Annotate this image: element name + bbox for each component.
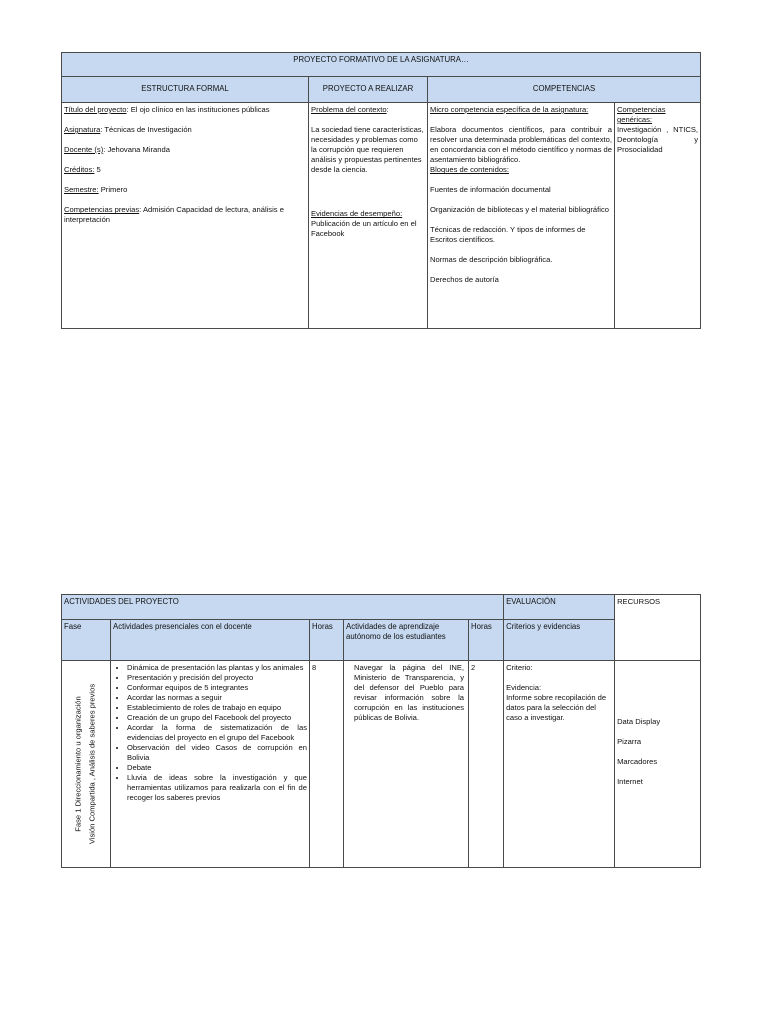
evidencias-label: Evidencias de desempeño: xyxy=(311,209,403,219)
fase-line-1: Fase 1 Direccionamiento u organización xyxy=(73,695,83,832)
asignatura-label: Asignatura xyxy=(64,125,101,135)
problema-colon: : xyxy=(386,105,389,114)
project-table xyxy=(61,52,701,329)
docente-label: Docente (s) xyxy=(64,145,104,155)
bloque-item: Derechos de autoría xyxy=(430,275,499,285)
list-item: • Debate xyxy=(127,763,307,773)
evidencia-text: Informe sobre recopilación de datos para la selección del caso a investigar. xyxy=(506,693,607,723)
list-item: • Presentación y precisión del proyecto xyxy=(127,673,307,683)
recursos-header: RECURSOS xyxy=(615,595,701,661)
fase-cell xyxy=(62,661,111,868)
titulo-value: : El ojo clínico en las instituciones públicas xyxy=(126,105,270,114)
estructura-header: ESTRUCTURA FORMAL xyxy=(62,77,309,103)
bloque-item: Técnicas de redacción. Y tipos de informes de Escritos científicos. xyxy=(430,225,586,245)
micro-text: Elabora documentos científicos, para contribuir a resolver una determinada problemáticas del contexto, en concordancia con el método científico y normas de asentamiento bibliográfico. xyxy=(430,125,612,165)
titulo-label: Título del proyecto xyxy=(64,105,127,114)
horas-autonomo-cell: 2 xyxy=(469,661,504,868)
competencias-previas-value: : Admisión Capacidad de lectura, análisis e interpretación xyxy=(64,205,284,225)
recurso-item: Pizarra xyxy=(617,737,642,747)
problema-label: Problema del contexto xyxy=(311,105,387,114)
col-presenciales: Actividades presenciales con el docente xyxy=(111,620,310,661)
recursos-cell xyxy=(615,661,701,868)
evaluacion-header: EVALUACIÓN xyxy=(504,595,615,620)
bloque-item: Organización de bibliotecas y el material bibliográfico xyxy=(430,205,609,215)
micro-label: Micro competencia específica de la asignatura: xyxy=(430,105,589,114)
genericas-cell xyxy=(615,103,701,329)
proyecto-cell xyxy=(309,103,428,329)
asignatura-value: : Técnicas de Investigación xyxy=(100,125,192,135)
horas-cell: 8 xyxy=(310,661,344,868)
evidencia-label: Evidencia: xyxy=(506,683,542,693)
autonomo-cell: Navegar la página del INE, Ministerio de Transparencia, y del defensor del Pueblo para revisar información sobre la corrupción en las instituciones públicas de Bolivia. xyxy=(344,661,469,868)
creditos-label: Créditos: xyxy=(64,165,95,175)
bloques-label: Bloques de contenidos: xyxy=(430,165,509,175)
recurso-item: Internet xyxy=(617,777,643,787)
recurso-item: Marcadores xyxy=(617,757,658,767)
project-title: PROYECTO FORMATIVO DE LA ASIGNATURA… xyxy=(62,53,701,77)
presenciales-list xyxy=(113,663,307,803)
fase-line-2: Visión Compartida , Análisis de saberes previos xyxy=(88,683,97,844)
problema-text: La sociedad tiene características, necesidades y problemas como la corrupción que requieren análisis y propuestas pertinentes desde la ciencia. xyxy=(311,125,424,175)
col-criterios: Criterios y evidencias xyxy=(504,620,615,661)
competencias-previas-label: Competencias previas xyxy=(64,205,140,215)
list-item: • Conformar equipos de 5 integrantes xyxy=(127,683,307,693)
list-item: • Observación del video Casos de corrupción en Bolivia xyxy=(127,743,307,763)
evidencias-text: Publicación de un artículo en el Facebook xyxy=(311,219,417,239)
estructura-cell xyxy=(62,103,309,329)
list-item: • Dinámica de presentación las plantas y los animales xyxy=(127,663,307,673)
list-item: • Creación de un grupo del Facebook del proyecto xyxy=(127,713,307,723)
activities-table xyxy=(61,594,701,868)
creditos-value: 5 xyxy=(94,165,101,175)
list-item: • Establecimiento de roles de trabajo en equipo xyxy=(127,703,307,713)
col-fase: Fase xyxy=(62,620,111,661)
semestre-value: Primero xyxy=(98,185,128,195)
col-horas: Horas xyxy=(310,620,344,661)
criterios-cell xyxy=(504,661,615,868)
semestre-label: Semestre: xyxy=(64,185,99,195)
actividades-header: ACTIVIDADES DEL PROYECTO xyxy=(62,595,504,620)
proyecto-header: PROYECTO A REALIZAR xyxy=(309,77,428,103)
micro-competencia-cell xyxy=(428,103,615,329)
docente-value: : Jehovana Miranda xyxy=(103,145,170,155)
competencias-header: COMPETENCIAS xyxy=(428,77,701,103)
bloque-item: Fuentes de información documental xyxy=(430,185,551,195)
presenciales-cell xyxy=(111,661,310,868)
criterio-label: Criterio: xyxy=(506,663,533,672)
list-item: • Acordar las normas a seguir xyxy=(127,693,307,703)
bloque-item: Normas de descripción bibliográfica. xyxy=(430,255,553,265)
col-autonomo: Actividades de aprendizaje autónomo de los estudiantes xyxy=(344,620,469,661)
genericas-text: Investigación , NTICS, Deontología y Prosocialidad xyxy=(617,125,699,155)
recurso-item: Data Display xyxy=(617,717,661,726)
col-horas-autonomo: Horas xyxy=(469,620,504,661)
list-item: • Acordar la forma de sistematización de las evidencias del proyecto en el grupo del Facebook xyxy=(127,723,307,743)
genericas-label: Competencias genéricas: xyxy=(617,105,666,125)
list-item: • Lluvia de ideas sobre la investigación y que herramientas utilizamos para realizarla con el fin de recoger los saberes previos xyxy=(127,773,307,803)
